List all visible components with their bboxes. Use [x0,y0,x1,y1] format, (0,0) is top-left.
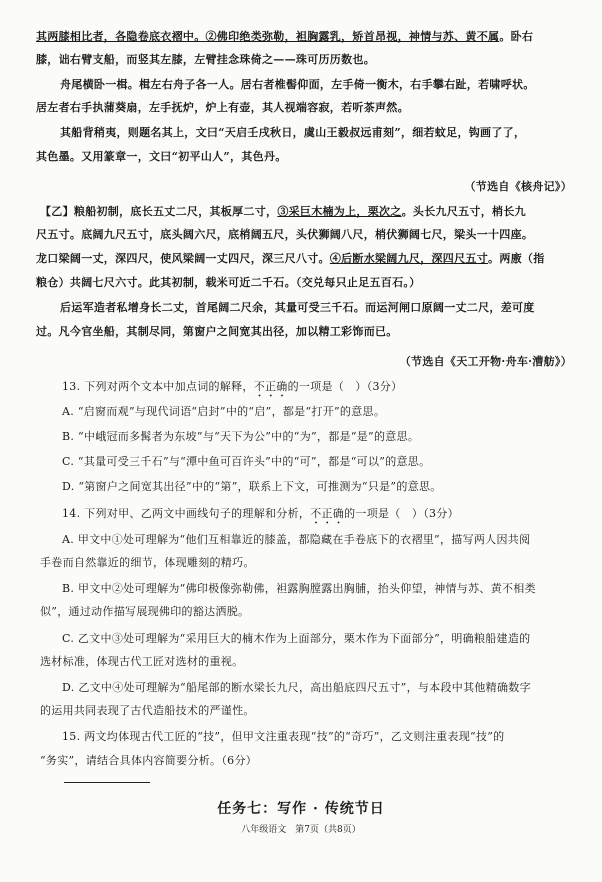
q15-text-2: “务实”，请结合具体内容简要分析。（6分） [40,754,258,767]
q14-option-a-2 [0,556,602,570]
q14-option-d-text-1: D. 乙文中④处可理解为“船尾部的断水梁长九尺，高出船底四尺五寸”，与本段中其他精确数字 [62,681,531,694]
q14-option-d-1 [0,681,602,695]
q15-text-1: 15. 两文均体现古代工匠的“技”，但甲文注重表现“技”的“奇巧”，乙文则注重表现“技”的 [62,730,505,743]
q14-option-b-2 [0,605,602,619]
q14-option-c-text-1: C. 乙文中③处可理解为“采用巨大的楠木作为上面部分，栗木作为下面部分”，明确粮船建造的 [62,632,531,645]
yi-p2-line-1 [0,301,602,315]
jia-p2-line-2-text: 居左者右手执蒲葵扇，左手抚炉，炉上有壶，其人视端容寂，若听茶声然。 [36,101,409,114]
underlined-sentence-1: 其两膝相比者，各隐卷底衣褶中。 [36,30,206,43]
q14-option-b-1 [0,582,602,596]
q14-option-b-text-2: 似”，通过动作描写展现佛印的豁达洒脱。 [40,605,250,618]
q13-option-b-text: B. “中峨冠而多髯者为东坡”与“天下为公”中的“为”，都是“是”的意思。 [62,430,420,443]
q14-option-c-2 [0,655,602,669]
q14-option-a-text-2: 手卷而自然靠近的细节，体现雕刻的精巧。 [40,556,255,569]
yi-line-2-text: 尺五寸。底阔九尺五寸，底头阔六尺，底梢阔五尺，头伏狮阔八尺，梢伏狮阔七尺，梁头一十四座。 [36,228,534,241]
task-title: 任务七：写作 · 传统节日 [217,801,385,817]
underlined-sentence-4: ④后断水梁阔九尺，深四尺五寸 [329,252,489,265]
yi-line-4-text: 粮仓）共阔七尺六寸。此其初制，载米可近二千石。（交兑每只止足五百石。） [36,276,421,289]
yi-p2-line-2-text: 过。凡今官坐船，其制尽同，第窗户之间宽其出径，加以精工彩饰而已。 [36,325,398,338]
q14-option-a-1 [0,533,602,547]
yi-p2-line-1-text: 后运军造者私增身长二丈，首尾阔二尺余，其量可受三千石。而运河闸口原阔一丈二尺，差可度 [60,301,535,314]
q13-option-c-text: C. “其量可受三千石”与“潭中鱼可百许头”中的“可”，都是“可以”的意思。 [62,455,431,468]
yi-p2-line-2 [0,325,602,339]
q15-line-1 [0,730,602,744]
q14-stem-end: 的一项是（ ）（3分） [344,507,459,520]
jia-p3-line-2 [0,150,602,164]
q13-option-d [0,480,602,494]
divider [64,782,150,783]
q13-option-a-text: A. “启窗而观”与现代词语“启封”中的“启”，都是“打开”的意思。 [62,405,386,418]
q13-stem-end: 的一项是（ ）（3分） [287,380,403,393]
q14-option-d-text-2: 的运用共同表现了古代造船技术的严谨性。 [40,704,255,717]
jia-line-1-end: 。卧右 [499,30,534,43]
q14-option-c-1 [0,632,602,646]
jia-line-1 [0,30,602,44]
jia-source: （节选自《核舟记》） [464,180,572,193]
q13-option-d-text: D. “第窗户之间宽其出径”中的“第”，联系上下文，可推测为“只是”的意思。 [62,480,442,493]
jia-p3-line-2-text: 其色墨。又用篆章一，文曰“初平山人”，其色丹。 [36,150,287,163]
yi-line-3-start: 龙口梁阔一丈，深四尺，使风梁阔一丈四尺，深三尺八寸。 [36,252,330,265]
q13-stem [0,380,602,400]
jia-line-2-text: 膝，诎右臂支船，而竖其左膝，左臂挂念珠倚之——珠可历历数也。 [36,53,375,66]
q14-option-c-text-2: 选材标准，体现古代工匠对选材的重视。 [40,655,244,668]
q13-option-c [0,455,602,469]
jia-line-2 [0,53,602,67]
jia-p2-line-1-text: 舟尾横卧一楫。楫左右舟子各一人。居右者椎髻仰面，左手倚一衡木，右手攀右趾，若啸呼状。 [60,78,535,91]
jia-p2-line-2 [0,101,602,115]
q13-option-a [0,405,602,419]
page-footer: 八年级语文 第7页（共8页） [241,825,361,835]
yi-line-3 [0,252,602,266]
yi-line-1-start: 【乙】粮船初制，底长五丈二尺，其板厚二寸， [40,205,278,218]
jia-p2-line-1 [0,78,602,92]
underlined-sentence-2: ②佛印绝类弥勒，袒胸露乳，矫首昂视，神情与苏、黄不属 [205,30,500,43]
underlined-sentence-3: ③采巨木楠为上，栗次之 [277,205,402,218]
jia-p3-line-1 [0,126,602,140]
q13-option-b [0,430,602,444]
q14-option-b-text-1: B. 甲文中②处可理解为“佛印极像弥勒佛，袒露胸膛露出胸脯，抬头仰望，神情与苏、黄不相类 [62,582,536,595]
yi-source: （节选自《天工开物·舟车·漕舫》） [399,355,572,368]
yi-line-3-end: 。两廒（指 [488,252,545,265]
q13-emphasis: 不正确 [253,380,288,393]
q14-stem-start: 14. 下列对甲、乙两文中画线句子的理解和分析， [62,507,311,520]
yi-line-2 [0,228,602,242]
q14-emphasis: 不正确 [310,507,345,520]
q13-stem-start: 13. 下列对两个文本中加点词的解释， [62,380,254,393]
q14-option-a-text-1: A. 甲文中①处可理解为“他们互相靠近的膝盖，都隐藏在手卷底下的衣褶里”，描写两人因共阅 [62,533,531,546]
yi-line-1 [0,205,602,219]
jia-p3-line-1-text: 其船背稍夷，则题名其上，文曰“天启壬戌秋日，虞山王毅叔远甫刻”，细若蚊足，钩画了了， [60,126,526,139]
q15-line-2 [0,754,602,768]
yi-line-4 [0,276,602,290]
q14-stem [0,507,602,527]
q14-option-d-2 [0,704,602,718]
yi-line-1-end: 。头长九尺五寸，梢长九 [401,205,526,218]
